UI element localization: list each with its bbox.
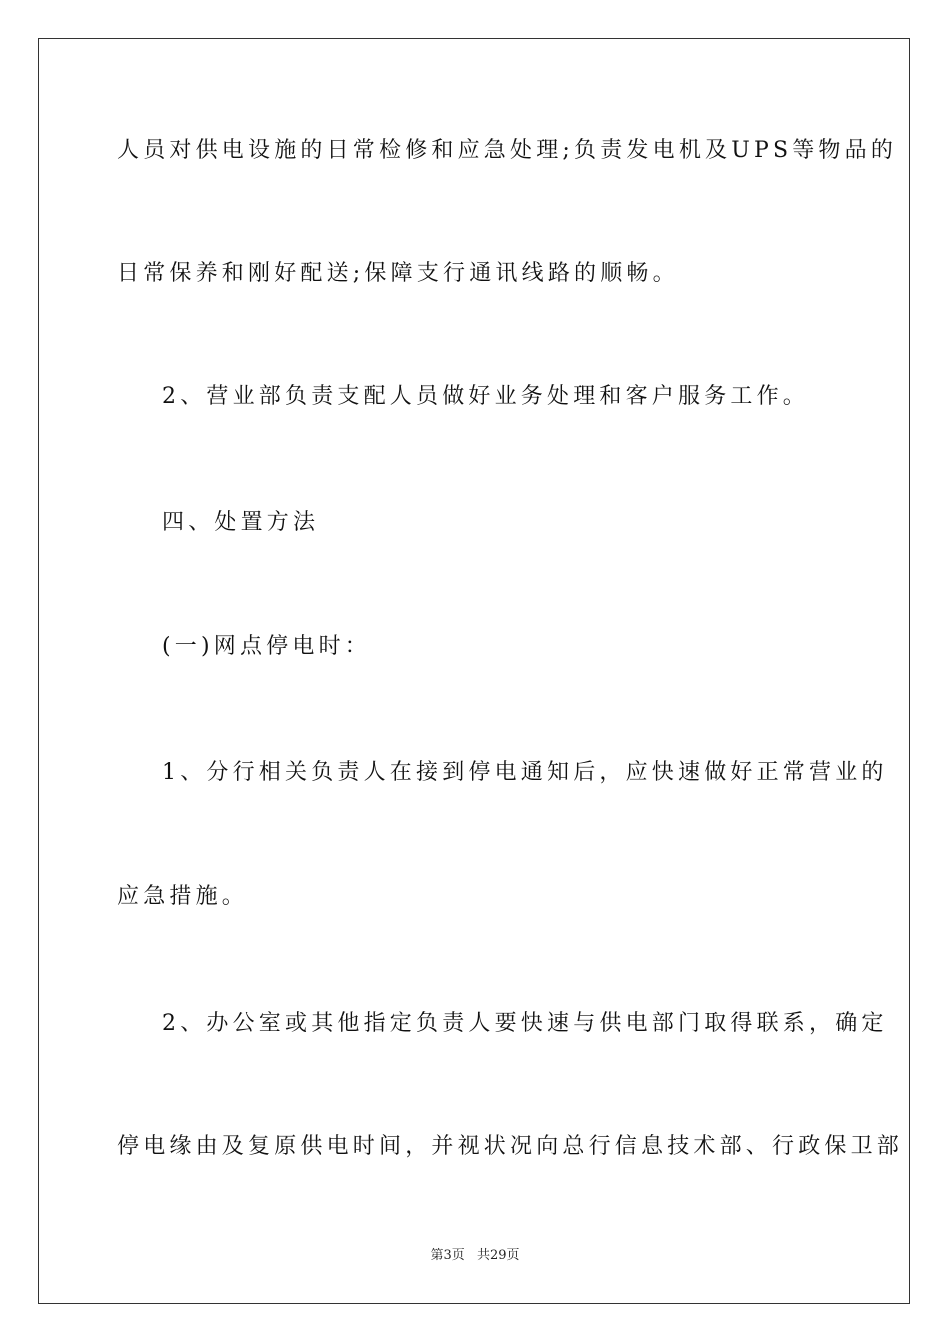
page-total: 共29页 [476,1248,520,1263]
subsection-heading: (一)网点停电时： [162,634,371,659]
body-line-1: 人员对供电设施的日常检修和应急处理;负责发电机及UPS等物品的 [117,138,898,163]
body-line-4: 1、分行相关负责人在接到停电通知后，应快速做好正常营业的 [162,760,888,785]
page-footer [0,1247,950,1265]
section-heading: 四、处置方法 [162,510,320,535]
body-line-3: 2、营业部负责支配人员做好业务处理和客户服务工作。 [162,384,809,409]
body-line-5: 应急措施。 [117,884,249,909]
page-number: 第3页 [430,1248,465,1263]
body-line-2: 日常保养和刚好配送;保障支行通讯线路的顺畅。 [117,261,679,286]
body-line-6: 2、办公室或其他指定负责人要快速与供电部门取得联系，确定 [162,1011,888,1036]
body-line-7: 停电缘由及复原供电时间，并视状况向总行信息技术部、行政保卫部 [117,1134,904,1159]
page-border [38,38,910,1304]
